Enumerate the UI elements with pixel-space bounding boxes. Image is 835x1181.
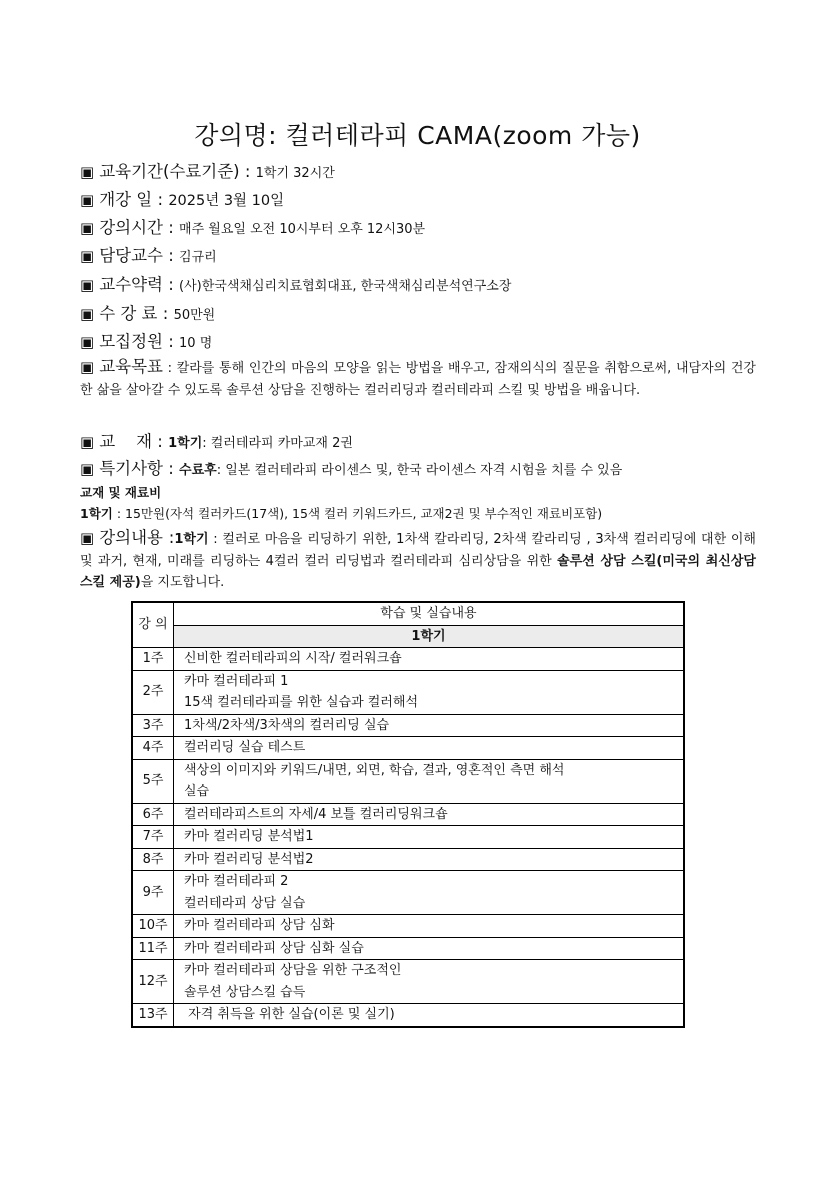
content-column-header: 학습 및 실습내용 [174, 602, 685, 625]
info-row-profile [80, 271, 756, 295]
fee-heading: 교재 및 재료비 [80, 485, 162, 500]
week-cell: 12주 [132, 960, 174, 1004]
info-label: 수 강 료 [99, 304, 158, 323]
square-bullet-icon: ▣ [80, 191, 95, 209]
table-row [132, 803, 684, 826]
page-title: 강의명: 컬러테라피 CAMA(zoom 가능) [194, 121, 641, 150]
info-sep: : [162, 218, 180, 237]
info-sep: : [162, 332, 180, 351]
content-line: 카마 컬러테라피 상담 심화 [184, 918, 335, 933]
content-cell [174, 670, 685, 714]
info-sep: : [157, 304, 174, 323]
info-label: 교수약력 [99, 275, 163, 294]
info-sep: : [239, 162, 256, 181]
content-line: 솔루션 상담스킬 습득 [184, 984, 306, 1000]
content-label: 강의내용 [99, 528, 163, 547]
week-cell: 13주 [132, 1004, 174, 1027]
content-cell [174, 648, 685, 671]
content-line: 컬러테라피 상담 실습 [184, 895, 306, 911]
info-value: 1학기 32시간 [255, 166, 335, 181]
content-line: 색상의 이미지와 키워드/내면, 외면, 학습, 결과, 영혼적인 측면 해석 [184, 762, 565, 778]
fee-row [80, 504, 756, 522]
info-sep: : [152, 190, 169, 209]
week-cell: 8주 [132, 848, 174, 871]
content-text-end: 을 지도합니다. [140, 575, 225, 590]
course-schedule-table [131, 601, 685, 1028]
semester-header-row [132, 625, 684, 648]
content-line: 실습 [184, 784, 210, 799]
table-row [132, 960, 684, 1004]
week-cell: 6주 [132, 803, 174, 826]
info-row-lecture-time [80, 214, 756, 238]
table-row [132, 1004, 684, 1027]
week-cell: 4주 [132, 737, 174, 760]
square-bullet-icon: ▣ [80, 529, 95, 547]
table-header-row [132, 602, 684, 625]
content-cell [174, 937, 685, 960]
content-cell [174, 848, 685, 871]
week-cell: 10주 [132, 915, 174, 938]
info-label: 교육기간(수료기준) [99, 162, 240, 181]
content-line: 15색 컬러테라피를 위한 실습과 컬러해석 [184, 695, 418, 710]
info-value: : 일본 컬러테라피 라이센스 및, 한국 라이센스 자격 시험을 치를 수 있음 [216, 463, 623, 478]
content-sep: : [162, 528, 175, 547]
info-value: : 컬러테라피 카마교재 2권 [202, 436, 353, 451]
square-bullet-icon: ▣ [80, 460, 95, 478]
square-bullet-icon: ▣ [80, 333, 95, 351]
table-row [132, 737, 684, 760]
fee-semester: 1학기 [80, 506, 113, 521]
square-bullet-icon: ▣ [80, 433, 95, 451]
content-cell [174, 871, 685, 915]
info-sep: : [162, 246, 180, 265]
table-row [132, 871, 684, 915]
info-value: (사)한국색채심리치료협회대표, 한국색채심리분석연구소장 [179, 279, 512, 294]
content-cell [174, 737, 685, 760]
info-row-start-date [80, 186, 756, 210]
info-row-tuition [80, 300, 756, 324]
square-bullet-icon: ▣ [80, 247, 95, 265]
fee-value: : 15만원(자석 컬러카드(17색), 15색 컬러 키워드카드, 교재2권 및 부수적인 재료비포함) [112, 506, 603, 521]
info-label: 개강 일 [99, 190, 153, 209]
info-value: 김규리 [179, 250, 217, 265]
info-value: 2025년 3월 10일 [168, 193, 285, 209]
goal-paragraph [80, 356, 756, 401]
info-sep: : [152, 432, 169, 451]
content-paragraph [80, 527, 756, 594]
info-value: 매주 월요일 오전 10시부터 오후 12시30분 [179, 222, 426, 237]
content-line: 카마 컬러테라피 상담 심화 실습 [184, 940, 364, 956]
info-value: 10 명 [179, 336, 213, 351]
content-line: 컬러리딩 실습 테스트 [184, 740, 306, 755]
info-value: 50만원 [173, 308, 216, 323]
content-line: 1차색/2차색/3차색의 컬러리딩 실습 [184, 717, 390, 733]
content-line: 자격 취득을 위한 실습(이론 및 실기) [184, 1007, 395, 1022]
content-line: 카마 컬러테라피 1 [184, 673, 289, 689]
semester-header: 1학기 [174, 625, 685, 648]
week-cell: 5주 [132, 759, 174, 803]
week-cell: 11주 [132, 937, 174, 960]
info-row-capacity [80, 328, 756, 352]
content-cell [174, 960, 685, 1004]
info-row-material [80, 428, 756, 452]
content-line: 카마 컬러테라피 상담을 위한 구조적인 [184, 963, 402, 978]
content-line: 신비한 컬러테라피의 시작/ 컬러워크숍 [184, 651, 402, 666]
content-line: 컬러테라피스트의 자세/4 보틀 컬러리딩워크숍 [184, 806, 448, 822]
week-cell: 9주 [132, 871, 174, 915]
info-row-professor [80, 242, 756, 266]
content-text: : 컬러로 마음을 리딩하기 위한, 1차색 칼라리딩, 2차색 칼라리딩 , 3차색 컬러리딩에 대한 이해 및 과거, 현재, 미래를 리딩하는 4컬러 컬러 리딩법과 컬러테라피 심리상담을 위한 [80, 532, 756, 569]
week-cell: 1주 [132, 648, 174, 671]
content-cell [174, 759, 685, 803]
week-cell: 3주 [132, 714, 174, 737]
content-semester: 1학기 [174, 532, 209, 547]
info-label: 담당교수 [99, 246, 163, 265]
week-column-header: 강 의 [132, 602, 174, 648]
info-label: 특기사항 [99, 459, 163, 478]
content-cell [174, 714, 685, 737]
content-cell [174, 1004, 685, 1027]
goal-label: 교육목표 [99, 357, 163, 376]
content-line: 카마 컬러리딩 분석법2 [184, 851, 314, 867]
info-label: 강의시간 [99, 218, 163, 237]
info-row-special [80, 455, 756, 479]
info-label: 모집정원 [99, 332, 163, 351]
info-sep: : [162, 459, 180, 478]
table-row [132, 826, 684, 849]
info-sep: : [162, 275, 180, 294]
content-cell [174, 826, 685, 849]
square-bullet-icon: ▣ [80, 276, 95, 294]
table-row [132, 848, 684, 871]
content-highlight: 솔루션 상담 스킬(미국의 최신상담 스킬 제공) [80, 553, 756, 590]
square-bullet-icon: ▣ [80, 163, 95, 181]
square-bullet-icon: ▣ [80, 305, 95, 323]
material-semester: 1학기 [168, 436, 203, 451]
table-row [132, 915, 684, 938]
week-cell: 2주 [132, 670, 174, 714]
table-row [132, 759, 684, 803]
goal-text: : 칼라를 통해 인간의 마음의 모양을 읽는 방법을 배우고, 잠재의식의 질문을 취함으로써, 내담자의 건강한 삶을 살아갈 수 있도록 솔루션 상담을 진행하는 컬러리딩과 컬러테라피 스킬 및 방법을 배웁니다. [80, 361, 756, 398]
content-cell [174, 803, 685, 826]
content-line: 카마 컬러리딩 분석법1 [184, 829, 314, 844]
info-label: 교 재 [99, 432, 153, 451]
table-row [132, 670, 684, 714]
week-cell: 7주 [132, 826, 174, 849]
table-row [132, 648, 684, 671]
table-row [132, 937, 684, 960]
content-cell [174, 915, 685, 938]
square-bullet-icon: ▣ [80, 219, 95, 237]
special-after-completion: 수료후 [179, 463, 217, 478]
table-row [132, 714, 684, 737]
info-row-period [80, 158, 756, 182]
content-line: 카마 컬러테라피 2 [184, 874, 289, 889]
square-bullet-icon: ▣ [80, 358, 95, 376]
